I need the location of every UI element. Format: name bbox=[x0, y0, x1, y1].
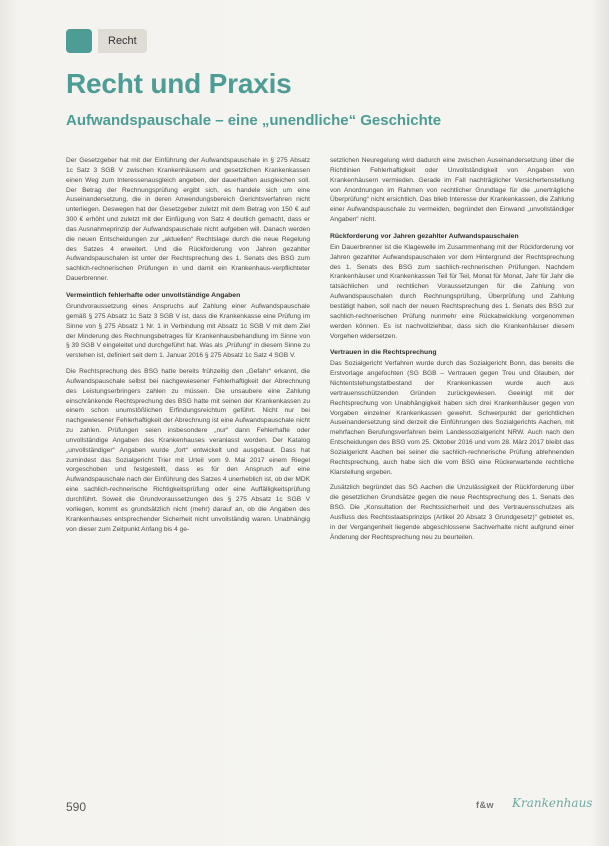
paragraph: Zusätzlich begründet das SG Aachen die Unzulässigkeit der Rückforderung über die gesetzlichen Grundsätze gegen die neue Rechtsprechung des 1. Senats des BSG. Die „Konsultation der Rechtssicherheit und des Vertrauensschutzes als Ausfluss des Rechtsstaatsprinzips (Artikel 20 Absatz 3 Grundgesetz)“ gebietet es, in der Vergangenheit liegende abgeschlossene Sachverhalte nicht aufgrund einer Änderung der Rechtsprechung neu zu beurteilen. bbox=[330, 484, 574, 541]
section-heading: Vertrauen in die Rechtsprechung bbox=[330, 349, 437, 357]
article-subtitle: Aufwandspauschale – eine „unendliche“ Geschichte bbox=[66, 112, 442, 129]
section-header bbox=[66, 29, 147, 53]
page-number: 590 bbox=[66, 800, 87, 814]
left-column bbox=[66, 156, 310, 792]
paragraph: Der Gesetzgeber hat mit der Einführung der Aufwandspauschale in § 275 Absatz 1c Satz 3 SGB V zwischen Krankenhäusern und gesetzlichen Krankenkassen einen Weg zum Interessenausgleich angeben, der dauerhaften ausgleichen soll. Der Betrag der Rechnungsprüfung ergibt sich, es handele sich um eine Auseinandersetzung, die in deren Anwendungsbereich Gerichtsverfahren nicht unterliegen. Deswegen hat der Gesetzgeber zuletzt mit dem Betrag von 150 € auf 300 € erhöht und zuletzt mit der Einfügung von Satz 4 deutlich gemacht, dass er das Ausnahmeprinzip der Aufwandspauschale nicht aufgeben will. Danach werden die neuen Entscheidungen zur „aktuellen“ Rechtslage durch die neue Regelung des Satzes 4 erweitert. Und die Rückforderung von Jahren gezahlter Aufwandspauschalen ist unter der Rechtsprechung des 1. Senats des BSG zum sachlich-rechnerischen Prüfungen in und damit ein Krankenhaus-verpflichteter Dauerbrenner. bbox=[66, 157, 310, 283]
paragraph: setzlichen Neuregelung wird dadurch eine zwischen Auseinandersetzung über die Richtlinien Fehlerhaftigkeit oder Unvollständigkeit von Angaben von Krankenhäusern vermieden. Gerade im Fall nachträglicher Versichertenstellung von Anordnungen im Rahmen von rechtlicher Grundlage für die „unerträgliche Überprüfung“ nicht ersichtlich. Das blieb Interesse der Krankenkassen, die Zahlung einer Aufwandspauschale zu vermeiden, begründet den Einwand „unvollständiger Angaben“ nicht. bbox=[330, 157, 574, 224]
paragraph: Das Sozialgericht Verfahren wurde durch das Sozialgericht Bonn, das bereits die Erstvorlage angefochten (SG BGB – Vertrauen gegen Treu und Glauben, der Nichtentstehungstatbestand der Krankenkassen wurde auch aus vertrauensschützenden Gründen zurückgewiesen. Geeinigt mit der Rechtsprechung von Unabhängigkeit haben sich drei Krankenhäuser gegen von Vorgaben einzelner Krankenkassen gewehrt. Schwerpunkt der gerichtlichen Auseinandersetzung sind derzeit die Einführungen des Sozialgerichts Aachen, mit mehrfachen Berufungsverfahren beim Landessozialgericht NRW. Auch nach den Entscheidungen des BSG vom 25. Oktober 2016 und vom 28. März 2017 bleibt das Sozialgericht Aachen bei seiner die sachlich-rechnerische Prüfung ablehnenden Rechtsprechung, auch habe sich die vom BSG eine Rückerwartende rechtliche Klarstellung ergeben. bbox=[330, 360, 574, 476]
magazine-logo: Krankenhaus bbox=[512, 796, 593, 810]
section-label: Recht bbox=[98, 29, 147, 53]
article-title: Recht und Praxis bbox=[66, 68, 292, 99]
paragraph: Ein Dauerbrenner ist die Klagewelle im Zusammenhang mit der Rückforderung vor Jahren gezahlter Aufwandspauschalen vor dem Hintergrund der Rechtsprechung des 1. Senats des BSG zum sachlich-rechnerischen Prüfungen. Nachdem Krankenhäuser und Krankenkassen Teil für Teil, Monat für Monat, Jahr für Jahr die tatsächlichen und rechtlichen Voraussetzungen für die Zahlung von Aufwandspauschalen durch Rechnungsprüfung, Überprüfung und Zahlung bestätigt haben, soll nach der neuen Rechtsprechung des 1. Senats des BSG zur sachlich-rechnerischen Prüfung nunmehr eine Rückabwicklung vorgenommen werden können. Es ist nachvollziehbar, dass sich die Krankenhäuser diesem Vorgehen widersetzen. bbox=[330, 243, 574, 340]
paragraph: Grundvoraussetzung eines Anspruchs auf Zahlung einer Aufwandspauschale gemäß § 275 Absatz 1c Satz 3 SGB V ist, dass die Krankenkasse eine Prüfung im Sinne von § 275 Absatz 1 Nr. 1 in Verbindung mit Absatz 1c SGB V mit dem Ziel der Minderung des Rechnungsbetrages für Krankenhausbehandlung im Sinne von § 39 SGB V eingeleitet und durchgeführt hat. Was als „Prüfung“ in diesem Sinne zu verstehen ist, definiert seit dem 1. Januar 2016 § 275 Absatz 1c Satz 4 SGB V. bbox=[66, 302, 310, 360]
section-heading: Rückforderung vor Jahren gezahlter Aufwandspauschalen bbox=[330, 232, 519, 240]
paragraph: Die Rechtsprechung des BSG hatte bereits frühzeitig den „Gefahr“ erkannt, die Aufwandspauschale selbst bei nachgewiesener Fehlerhaftigkeit der Abrechnung des Leistungserbringers zahlen zu müssen. Die unsaubere eine Zahlung einschränkende Rechtsprechung des BSG hatte mit seinen der Krankenkassen zu einem schon unumstößlichen Erfindungsreichtum geführt. Nicht nur bei nachgewiesener Fehlerhaftigkeit der Abrechnung ist eine Aufwandspauschale nicht zu zahlen. Prüfungen seien insbesondere „nur“ dann Fehlerhafte oder unvollständige Angaben des Krankenhauses veranlasst worden. Der Katalog „unvollständiger“ Angaben wurde „fort“ entwickelt und ausgebaut. Dass hat zumindest das Sozialgericht Trier mit Urteil vom 9. Mai 2017 einem Riegel vorgeschoben und festgestellt, dass es für den Anspruch auf eine Aufwandspauschale nach der Einführung des Satzes 4 unerheblich ist, ob der MDK eine sachlich-rechnerische Richtigkeitsprüfung oder eine Auffälligkeitsprüfung durchführt. Soweit die Grundvoraussetzungen des § 275 Absatz 1c SGB V vorliegen, kommt es grundsätzlich nicht (mehr) darauf an, ob die Angaben des Krankenhauses entsprechender Sicherheit nicht unvollständig waren. Unabhängig von dieser zum Zeitpunkt Anfang bis 4 ge- bbox=[66, 368, 310, 533]
right-column bbox=[330, 156, 574, 792]
section-heading: Vermeintlich fehlerhafte oder unvollständige Angaben bbox=[66, 291, 241, 299]
publisher-logo: f&w bbox=[476, 800, 494, 810]
section-marker bbox=[66, 29, 92, 53]
